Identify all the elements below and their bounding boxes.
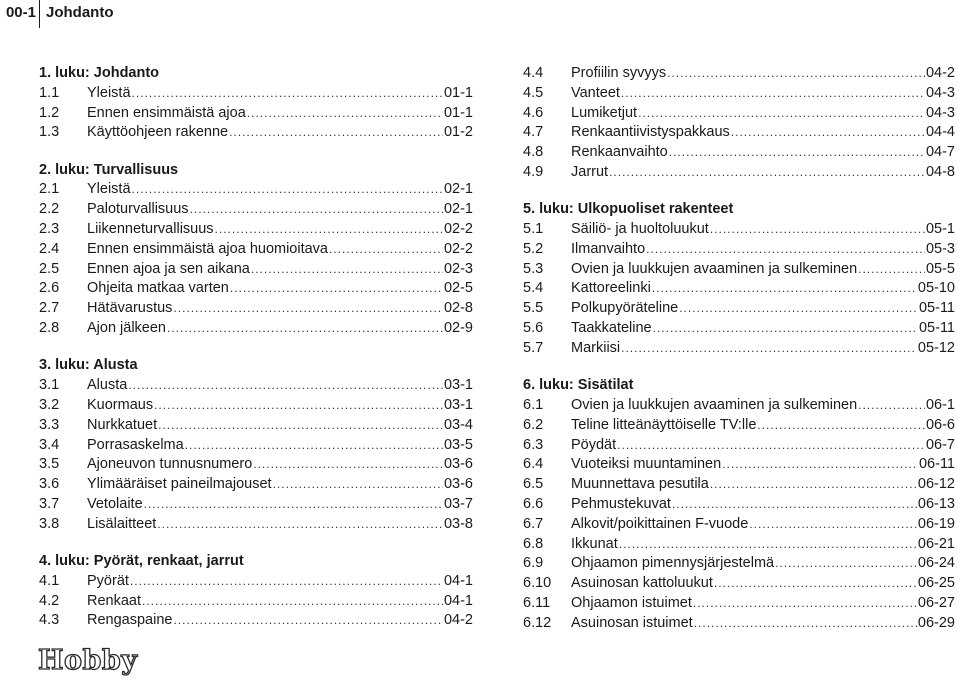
dot-leader bbox=[638, 104, 925, 124]
dot-leader bbox=[652, 279, 917, 299]
toc-entry[interactable] bbox=[523, 594, 955, 614]
dot-leader bbox=[158, 416, 443, 436]
toc-entry[interactable] bbox=[523, 416, 955, 436]
entry-title: Renkaat bbox=[87, 592, 142, 609]
dot-leader bbox=[190, 200, 443, 220]
toc-entry[interactable] bbox=[39, 260, 473, 280]
entry-page: 06-12 bbox=[917, 476, 955, 493]
entry-page: 04-8 bbox=[925, 163, 955, 180]
entry-page: 02-9 bbox=[443, 320, 473, 337]
entry-title: Muunnettava pesutila bbox=[571, 476, 709, 493]
entry-number: 6.12 bbox=[523, 614, 552, 631]
entry-title: Lumiketjut bbox=[571, 104, 638, 121]
entry-page: 06-1 bbox=[925, 396, 955, 413]
dot-leader bbox=[621, 339, 917, 359]
dot-leader bbox=[693, 594, 917, 614]
entry-page: 06-27 bbox=[917, 594, 955, 611]
entry-page: 04-2 bbox=[925, 65, 955, 81]
entry-page: 02-8 bbox=[443, 300, 473, 317]
dot-leader bbox=[167, 319, 443, 339]
dot-leader bbox=[253, 455, 443, 475]
toc-entry[interactable] bbox=[39, 396, 473, 416]
dot-leader bbox=[173, 611, 443, 631]
dot-leader bbox=[710, 475, 917, 495]
chapter-title: Johdanto bbox=[46, 4, 114, 21]
entry-title: Taakkateline bbox=[571, 320, 652, 337]
entry-number: 5.1 bbox=[523, 221, 544, 238]
entry-page: 04-1 bbox=[443, 592, 473, 609]
toc-entry[interactable] bbox=[523, 554, 955, 574]
entry-page: 05-12 bbox=[917, 339, 955, 356]
entry-number: 3.3 bbox=[39, 416, 60, 433]
dot-leader bbox=[672, 495, 917, 515]
dot-leader bbox=[667, 64, 925, 84]
toc-entry[interactable] bbox=[523, 123, 955, 143]
toc-entry[interactable] bbox=[39, 455, 473, 475]
dot-leader bbox=[710, 220, 925, 240]
entry-page: 06-19 bbox=[917, 515, 955, 532]
entry-title: Renkaanvaihto bbox=[571, 144, 668, 161]
toc-section bbox=[523, 64, 955, 183]
entry-title: Hätävarustus bbox=[87, 300, 173, 317]
entry-page: 04-2 bbox=[443, 612, 473, 629]
toc-entry[interactable] bbox=[39, 436, 473, 456]
dot-leader bbox=[858, 396, 925, 416]
toc-entry[interactable] bbox=[39, 475, 473, 495]
entry-title: Pöydät bbox=[571, 436, 617, 453]
entry-number: 4.7 bbox=[523, 124, 544, 141]
toc-entry[interactable] bbox=[523, 260, 955, 280]
dot-leader bbox=[173, 299, 443, 319]
dot-leader bbox=[157, 515, 443, 535]
entry-number: 4.9 bbox=[523, 163, 544, 180]
section-heading: 4. luku: Pyörät, renkaat, jarrut bbox=[39, 553, 244, 570]
entry-page: 06-29 bbox=[917, 614, 955, 631]
dot-leader bbox=[621, 84, 925, 104]
entry-number: 4.1 bbox=[39, 572, 60, 589]
toc-column-right bbox=[523, 64, 955, 651]
dot-leader bbox=[329, 240, 443, 260]
toc-section bbox=[523, 376, 955, 633]
entry-title: Lisälaitteet bbox=[87, 515, 157, 532]
entry-title: Porrasaskelma bbox=[87, 436, 184, 453]
entry-page: 04-7 bbox=[925, 144, 955, 161]
entry-page: 04-1 bbox=[443, 572, 473, 589]
toc-entry[interactable] bbox=[39, 180, 473, 200]
entry-title: Säiliö- ja huoltoluukut bbox=[571, 221, 709, 238]
toc-entry[interactable] bbox=[39, 611, 473, 631]
entry-number: 2.5 bbox=[39, 260, 60, 277]
entry-number: 6.2 bbox=[523, 416, 544, 433]
entry-number: 2.7 bbox=[39, 300, 60, 317]
entry-number: 6.11 bbox=[523, 594, 551, 611]
dot-leader bbox=[154, 396, 443, 416]
dot-leader bbox=[653, 319, 918, 339]
dot-leader bbox=[731, 123, 925, 143]
entry-title: Ilmanvaihto bbox=[571, 240, 646, 257]
section-heading: 3. luku: Alusta bbox=[39, 357, 138, 374]
toc-entry[interactable] bbox=[523, 475, 955, 495]
toc-entry[interactable] bbox=[39, 299, 473, 319]
entry-title: Renkaantiivistyspakkaus bbox=[571, 124, 730, 141]
toc-entry[interactable] bbox=[523, 396, 955, 416]
toc-entry[interactable] bbox=[523, 163, 955, 183]
entry-page: 04-4 bbox=[925, 124, 955, 141]
entry-title: Jarrut bbox=[571, 163, 609, 180]
dot-leader bbox=[128, 376, 443, 396]
dot-leader bbox=[722, 455, 918, 475]
entry-number: 5.4 bbox=[523, 280, 544, 297]
entry-number: 1.2 bbox=[39, 104, 60, 121]
entry-page: 01-2 bbox=[443, 124, 473, 141]
entry-page: 03-7 bbox=[443, 495, 473, 512]
dot-leader bbox=[247, 104, 443, 124]
entry-page: 01-1 bbox=[443, 104, 473, 121]
entry-title: Kattoreelinki bbox=[571, 280, 651, 297]
entry-page: 03-6 bbox=[443, 456, 473, 473]
entry-number: 2.4 bbox=[39, 240, 60, 257]
entry-number: 5.6 bbox=[523, 320, 544, 337]
dot-leader bbox=[694, 614, 917, 634]
toc-entry[interactable] bbox=[39, 572, 473, 592]
entry-number: 3.2 bbox=[39, 396, 60, 413]
entry-number: 4.6 bbox=[523, 104, 544, 121]
entry-title: Vanteet bbox=[571, 84, 620, 101]
toc-entry[interactable] bbox=[39, 240, 473, 260]
entry-page: 03-1 bbox=[443, 377, 473, 394]
toc-entry[interactable] bbox=[523, 299, 955, 319]
entry-title: Asuinosan kattoluukut bbox=[571, 575, 713, 592]
dot-leader bbox=[130, 572, 443, 592]
entry-page: 01-1 bbox=[443, 84, 473, 101]
entry-title: Ovien ja luukkujen avaaminen ja sulkeminen bbox=[571, 260, 858, 277]
entry-page: 04-3 bbox=[925, 84, 955, 101]
entry-number: 2.2 bbox=[39, 201, 60, 218]
entry-page: 05-11 bbox=[918, 320, 955, 337]
toc-entry[interactable] bbox=[523, 535, 955, 555]
entry-title: Ohjeita matkaa varten bbox=[87, 280, 229, 297]
page-header bbox=[0, 0, 959, 28]
entry-number: 4.2 bbox=[39, 592, 60, 609]
entry-page: 05-3 bbox=[925, 240, 955, 257]
entry-page: 05-11 bbox=[918, 300, 955, 317]
toc-column-left bbox=[39, 64, 473, 649]
toc-entry[interactable] bbox=[523, 84, 955, 104]
entry-title: Käyttöohjeen rakenne bbox=[87, 124, 229, 141]
dot-leader bbox=[646, 240, 925, 260]
entry-title: Pyörät bbox=[87, 572, 129, 589]
entry-number: 6.8 bbox=[523, 535, 544, 552]
hobby-logo: Hobby bbox=[38, 645, 138, 676]
dot-leader bbox=[229, 123, 443, 143]
entry-number: 5.5 bbox=[523, 300, 544, 317]
dot-leader bbox=[858, 260, 925, 280]
entry-number: 3.8 bbox=[39, 515, 60, 532]
entry-page: 02-1 bbox=[443, 201, 473, 218]
entry-page: 05-1 bbox=[925, 221, 955, 238]
dot-leader bbox=[775, 554, 917, 574]
entry-page: 03-5 bbox=[443, 436, 473, 453]
dot-leader bbox=[749, 515, 917, 535]
toc-entry[interactable] bbox=[523, 495, 955, 515]
entry-number: 5.3 bbox=[523, 260, 544, 277]
entry-page: 03-8 bbox=[443, 515, 473, 532]
toc-section bbox=[39, 64, 473, 143]
entry-number: 4.8 bbox=[523, 144, 544, 161]
entry-title: Vetolaite bbox=[87, 495, 143, 512]
entry-page: 04-3 bbox=[925, 104, 955, 121]
toc-entry[interactable] bbox=[523, 515, 955, 535]
toc-entry[interactable] bbox=[39, 104, 473, 124]
entry-title: Asuinosan istuimet bbox=[571, 614, 693, 631]
section-heading: 5. luku: Ulkopuoliset rakenteet bbox=[523, 201, 734, 218]
entry-number: 6.4 bbox=[523, 456, 544, 473]
section-heading: 2. luku: Turvallisuus bbox=[39, 161, 179, 178]
toc-entry[interactable] bbox=[39, 416, 473, 436]
toc-entry[interactable] bbox=[523, 240, 955, 260]
entry-title: Ohjaamon pimennysjärjestelmä bbox=[571, 555, 775, 572]
entry-title: Markiisi bbox=[571, 339, 621, 356]
entry-number: 3.5 bbox=[39, 456, 60, 473]
entry-number: 1.3 bbox=[39, 124, 60, 141]
header-divider bbox=[39, 0, 40, 28]
dot-leader bbox=[132, 180, 443, 200]
entry-page: 02-2 bbox=[443, 240, 473, 257]
entry-page: 06-13 bbox=[917, 495, 955, 512]
entry-page: 02-3 bbox=[443, 260, 473, 277]
entry-number: 3.1 bbox=[39, 377, 60, 394]
toc-entry[interactable] bbox=[523, 319, 955, 339]
entry-title: Profiilin syvyys bbox=[571, 65, 667, 81]
toc-entry[interactable] bbox=[523, 279, 955, 299]
entry-number: 6.10 bbox=[523, 575, 552, 592]
entry-title: Polkupyöräteline bbox=[571, 300, 679, 317]
entry-number: 4.5 bbox=[523, 84, 544, 101]
entry-number: 4.3 bbox=[39, 612, 60, 629]
dot-leader bbox=[185, 436, 443, 456]
toc-entry[interactable] bbox=[523, 143, 955, 163]
dot-leader bbox=[757, 416, 925, 436]
toc-entry[interactable] bbox=[523, 339, 955, 359]
entry-page: 06-6 bbox=[925, 416, 955, 433]
toc-entry[interactable] bbox=[523, 436, 955, 456]
entry-title: Yleistä bbox=[87, 84, 131, 101]
toc-entry[interactable] bbox=[523, 104, 955, 124]
dot-leader bbox=[144, 495, 443, 515]
entry-number: 3.4 bbox=[39, 436, 60, 453]
page-number: 00-1 bbox=[5, 4, 36, 21]
dot-leader bbox=[619, 535, 917, 555]
toc-entry[interactable] bbox=[523, 574, 955, 594]
entry-page: 05-5 bbox=[925, 260, 955, 277]
entry-number: 1.1 bbox=[39, 84, 60, 101]
entry-title: Ennen ensimmäistä ajoa bbox=[87, 104, 246, 121]
entry-number: 2.3 bbox=[39, 221, 60, 238]
entry-page: 06-25 bbox=[917, 575, 955, 592]
entry-number: 2.1 bbox=[39, 181, 60, 198]
dot-leader bbox=[669, 143, 925, 163]
entry-title: Ennen ajoa ja sen aikana bbox=[87, 260, 250, 277]
toc-section bbox=[39, 161, 473, 339]
dot-leader bbox=[215, 220, 443, 240]
toc-entry[interactable] bbox=[39, 279, 473, 299]
entry-title: Alkovit/poikittainen F-vuode bbox=[571, 515, 749, 532]
toc-entry[interactable] bbox=[523, 455, 955, 475]
entry-page: 06-21 bbox=[917, 535, 955, 552]
entry-number: 4.4 bbox=[523, 65, 544, 81]
toc-entry[interactable] bbox=[39, 200, 473, 220]
entry-number: 6.3 bbox=[523, 436, 544, 453]
entry-page: 06-7 bbox=[925, 436, 955, 453]
entry-title: Pehmustekuvat bbox=[571, 495, 671, 512]
entry-title: Nurkkatuet bbox=[87, 416, 158, 433]
entry-title: Rengaspaine bbox=[87, 612, 173, 629]
entry-page: 02-5 bbox=[443, 280, 473, 297]
entry-number: 3.6 bbox=[39, 476, 60, 493]
entry-page: 03-4 bbox=[443, 416, 473, 433]
toc-entry[interactable] bbox=[39, 592, 473, 612]
toc-entry[interactable] bbox=[39, 376, 473, 396]
entry-number: 6.5 bbox=[523, 476, 544, 493]
toc-entry[interactable] bbox=[39, 123, 473, 143]
entry-title: Alusta bbox=[87, 377, 128, 394]
entry-page: 02-2 bbox=[443, 221, 473, 238]
entry-page: 02-1 bbox=[443, 181, 473, 198]
dot-leader bbox=[273, 475, 443, 495]
entry-number: 3.7 bbox=[39, 495, 60, 512]
entry-title: Ajon jälkeen bbox=[87, 320, 166, 337]
dot-leader bbox=[251, 260, 443, 280]
entry-title: Kuormaus bbox=[87, 396, 154, 413]
entry-page: 06-11 bbox=[918, 456, 955, 473]
toc-entry[interactable] bbox=[39, 220, 473, 240]
entry-number: 2.8 bbox=[39, 320, 60, 337]
toc-section bbox=[523, 200, 955, 358]
dot-leader bbox=[617, 436, 925, 456]
toc-entry[interactable] bbox=[39, 84, 473, 104]
toc-section bbox=[39, 356, 473, 534]
entry-title: Ylimääräiset paineilmajouset bbox=[87, 476, 272, 493]
entry-title: Paloturvallisuus bbox=[87, 201, 189, 218]
toc-entry[interactable] bbox=[523, 220, 955, 240]
toc-entry[interactable] bbox=[39, 495, 473, 515]
entry-number: 6.7 bbox=[523, 515, 544, 532]
entry-number: 6.6 bbox=[523, 495, 544, 512]
entry-title: Ikkunat bbox=[571, 535, 618, 552]
entry-title: Yleistä bbox=[87, 181, 131, 198]
entry-number: 6.9 bbox=[523, 555, 544, 572]
dot-leader bbox=[132, 84, 443, 104]
entry-title: Ovien ja luukkujen avaaminen ja sulkeminen bbox=[571, 396, 858, 413]
toc-section bbox=[39, 552, 473, 631]
entry-number: 2.6 bbox=[39, 280, 60, 297]
entry-page: 05-10 bbox=[917, 280, 955, 297]
section-heading: 1. luku: Johdanto bbox=[39, 65, 160, 81]
dot-leader bbox=[230, 279, 443, 299]
entry-number: 5.2 bbox=[523, 240, 544, 257]
toc-entry[interactable] bbox=[39, 515, 473, 535]
entry-title: Ennen ensimmäistä ajoa huomioitava bbox=[87, 240, 328, 257]
entry-page: 06-24 bbox=[917, 555, 955, 572]
entry-title: Liikenneturvallisuus bbox=[87, 221, 214, 238]
entry-title: Ohjaamon istuimet bbox=[571, 594, 692, 611]
toc-entry[interactable] bbox=[39, 319, 473, 339]
entry-title: Vuoteiksi muuntaminen bbox=[571, 456, 722, 473]
dot-leader bbox=[679, 299, 918, 319]
section-heading: 6. luku: Sisätilat bbox=[523, 377, 634, 394]
entry-number: 6.1 bbox=[523, 396, 544, 413]
toc-entry[interactable] bbox=[523, 614, 955, 634]
entry-page: 03-6 bbox=[443, 476, 473, 493]
entry-number: 5.7 bbox=[523, 339, 544, 356]
toc-entry[interactable] bbox=[523, 64, 955, 84]
entry-title: Ajoneuvon tunnusnumero bbox=[87, 456, 253, 473]
dot-leader bbox=[714, 574, 917, 594]
dot-leader bbox=[609, 163, 925, 183]
dot-leader bbox=[142, 592, 443, 612]
entry-page: 03-1 bbox=[443, 396, 473, 413]
entry-title: Teline litteänäyttöiselle TV:lle bbox=[571, 416, 757, 433]
